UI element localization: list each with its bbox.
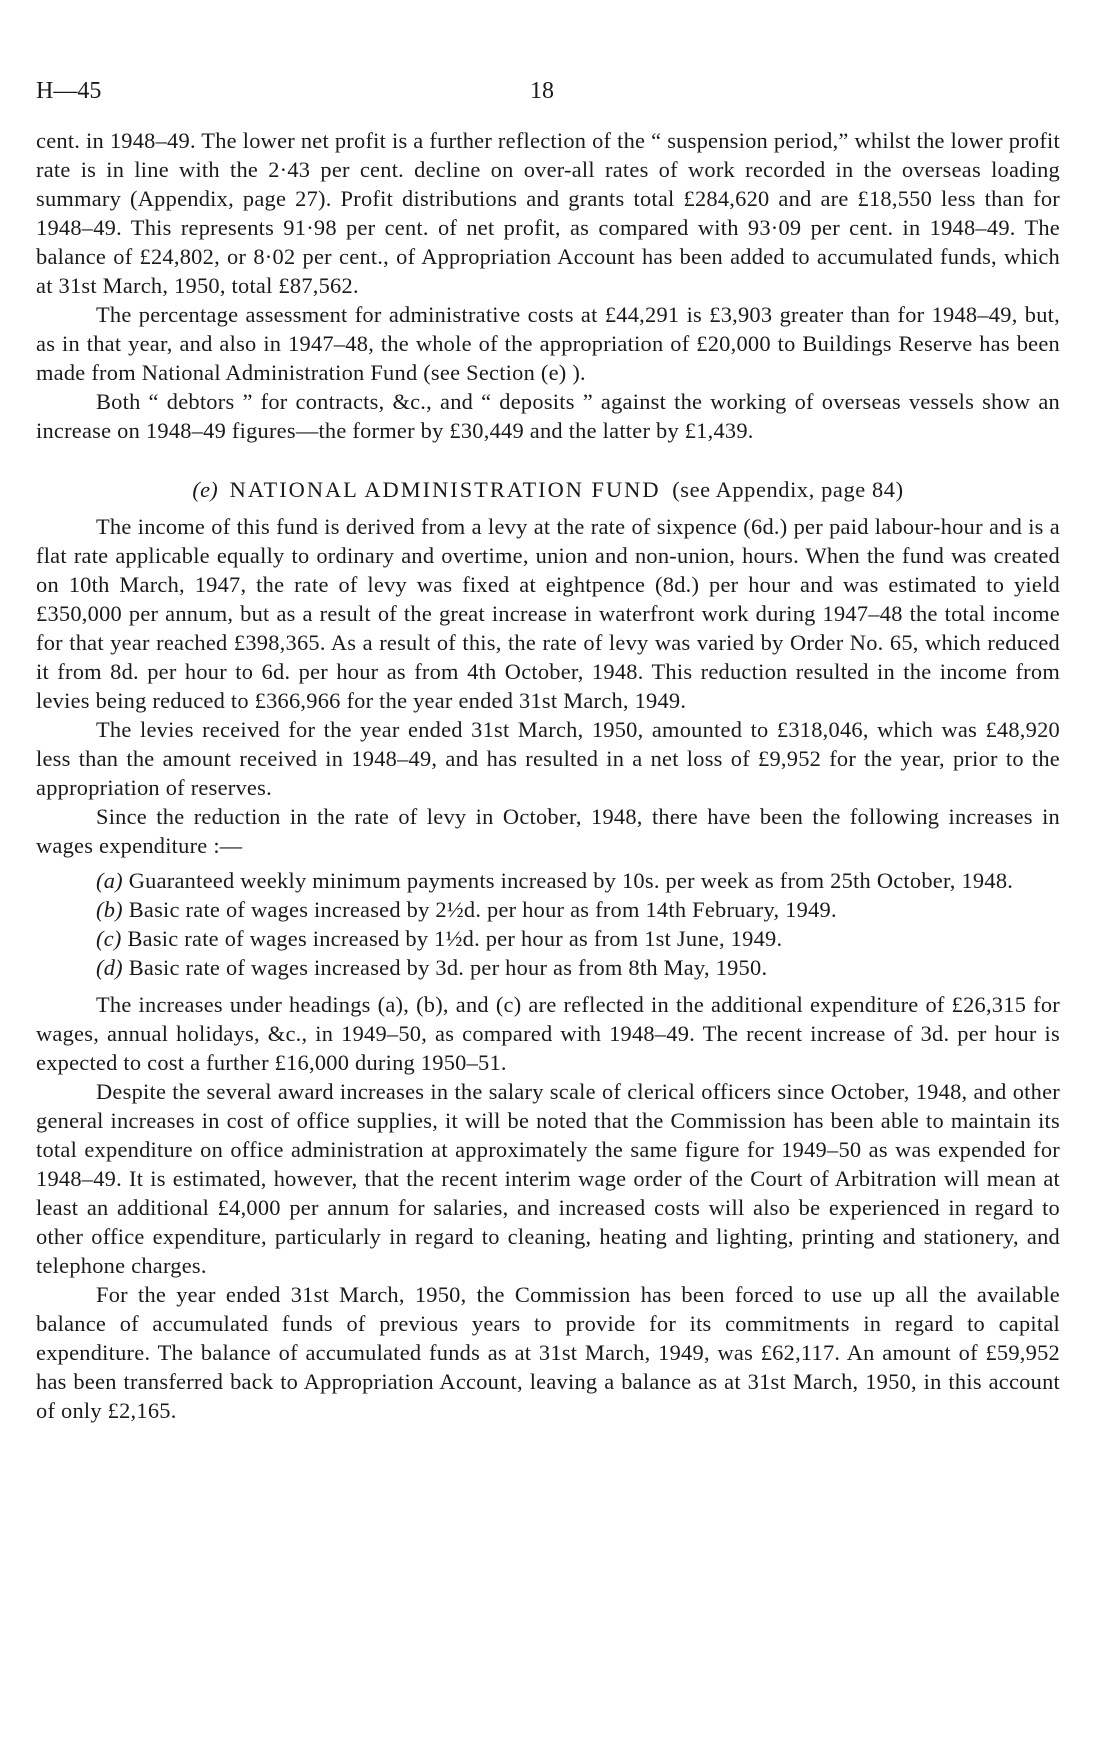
paragraph-admin-costs: The percentage assessment for administrative costs at £44,291 is £3,903 greater than for 1948–49, but, as in that year, and also in 1947–48, the whole of the appropriation of £20,000 to Buildings Reserve has been made from National Administration Fund (see Section (e) ). bbox=[36, 302, 1060, 385]
paragraph-levies-received: The levies received for the year ended 31st March, 1950, amounted to £318,046, which was £48,920 less than the amount received in 1948–49, and has resulted in a net loss of £9,952 for the year, prior to the appropriation of reserves. bbox=[36, 717, 1060, 800]
section-heading bbox=[36, 475, 1060, 504]
paragraph-wage-increases-intro: Since the reduction in the rate of levy in October, 1948, there have been the following increases in wages expenditure :— bbox=[36, 804, 1060, 858]
paragraph-continued: cent. in 1948–49. The lower net profit is a further reflection of the “ suspension period,” whilst the lower profit rate is in line with the 2·43 per cent. decline on over-all rates of work recorded in the overseas loading summary (Appendix, page 27). Profit distributions and grants total £284,620 and are £18,550 less than for 1948–49. This represents 91·98 per cent. of net profit, as compared with 93·09 per cent. in 1948–49. The balance of £24,802, or 8·02 per cent., of Appropriation Account has been added to accumulated funds, which at 31st March, 1950, total £87,562. bbox=[36, 128, 1060, 298]
page-number: 18 bbox=[530, 78, 554, 104]
list-item bbox=[96, 895, 1060, 924]
list-text: Basic rate of wages increased by 1½d. per hour as from 1st June, 1949. bbox=[127, 926, 783, 951]
document-code: H—45 bbox=[36, 78, 102, 104]
section-marker: (e) bbox=[192, 477, 218, 502]
paragraph-office-administration: Despite the several award increases in the salary scale of clerical officers since October, 1948, and other general increases in cost of office supplies, it will be noted that the Commission has been able to maintain its total expenditure on office administration at approximately the same figure for 1949–50 as was expended for 1948–49. It is estimated, however, that the recent interim wage order of the Court of Arbitration will mean at least an additional £4,000 per annum for salaries, and increased costs will also be experienced in regard to other office expenditure, particularly in regard to cleaning, heating and lighting, printing and stationery, and telephone charges. bbox=[36, 1079, 1060, 1278]
list-marker: (c) bbox=[96, 926, 122, 951]
wage-increase-list bbox=[36, 866, 1060, 982]
list-marker: (b) bbox=[96, 897, 123, 922]
list-item bbox=[96, 866, 1060, 895]
paragraph-expenditure-reflected: The increases under headings (a), (b), and (c) are reflected in the additional expenditure of £26,315 for wages, annual holidays, &c., in 1949–50, as compared with 1948–49. The recent increase of 3d. per hour is expected to cost a further £16,000 during 1950–51. bbox=[36, 992, 1060, 1075]
list-marker: (d) bbox=[96, 955, 123, 980]
list-text: Basic rate of wages increased by 2½d. per hour as from 14th February, 1949. bbox=[128, 897, 837, 922]
page-header bbox=[36, 78, 1060, 126]
paragraph-accumulated-funds: For the year ended 31st March, 1950, the Commission has been forced to use up all the available balance of accumulated funds of previous years to provide for its commitments in regard to capital expenditure. The balance of accumulated funds as at 31st March, 1949, was £62,117. An amount of £59,952 has been transferred back to Appropriation Account, leaving a balance as at 31st March, 1950, in this account of only £2,165. bbox=[36, 1282, 1060, 1423]
list-text: Basic rate of wages increased by 3d. per hour as from 8th May, 1950. bbox=[128, 955, 768, 980]
section-reference: (see Appendix, page 84) bbox=[672, 477, 904, 502]
paragraph-debtors-deposits: Both “ debtors ” for contracts, &c., and “ deposits ” against the working of overseas vessels show an increase on 1948–49 figures—the former by £30,449 and the latter by £1,439. bbox=[36, 389, 1060, 443]
document-page bbox=[36, 78, 1060, 1425]
list-item bbox=[96, 953, 1060, 982]
section-title: NATIONAL ADMINISTRATION FUND bbox=[229, 477, 661, 502]
paragraph-fund-income: The income of this fund is derived from a levy at the rate of sixpence (6d.) per paid labour-hour and is a flat rate applicable equally to ordinary and overtime, union and non-union, hours. When the fund was created on 10th March, 1947, the rate of levy was fixed at eightpence (8d.) per hour and was estimated to yield £350,000 per annum, but as a result of the great increase in waterfront work during 1947–48 the total income for that year reached £398,365. As a result of this, the rate of levy was varied by Order No. 65, which reduced it from 8d. per hour to 6d. per hour as from 4th October, 1948. This reduction resulted in the income from levies being reduced to £366,966 for the year ended 31st March, 1949. bbox=[36, 514, 1060, 713]
list-text: Guaranteed weekly minimum payments increased by 10s. per week as from 25th October, 1948. bbox=[128, 868, 1014, 893]
list-item bbox=[96, 924, 1060, 953]
list-marker: (a) bbox=[96, 868, 123, 893]
body-text bbox=[36, 126, 1060, 1425]
